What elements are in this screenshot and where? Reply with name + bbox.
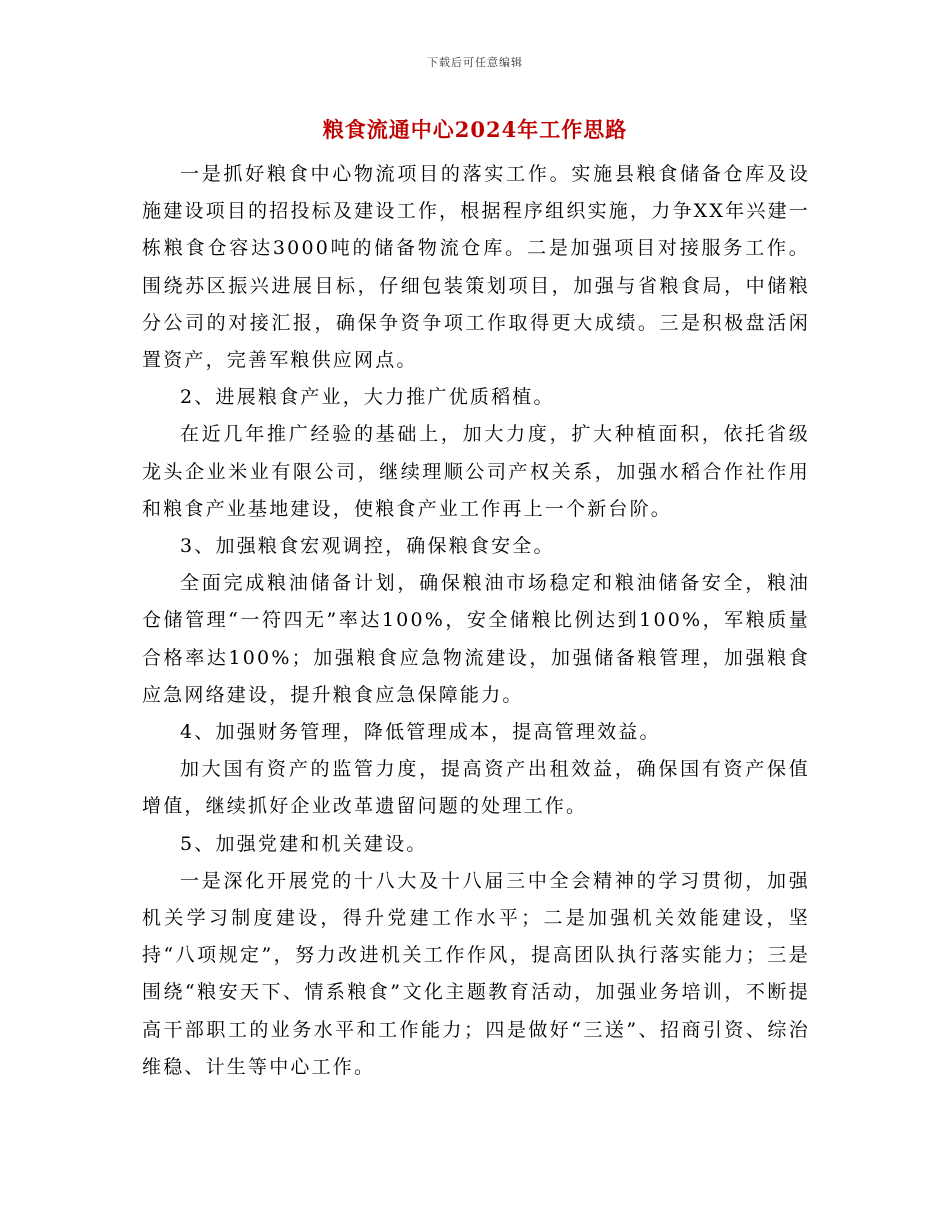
document-body xyxy=(142,156,810,1086)
document-title: 粮食流通中心2024年工作思路 xyxy=(322,117,628,142)
heading-macro-control: 3、加强粮食宏观调控，确保粮食安全。 xyxy=(180,535,555,558)
header-note: 下载后可任意编辑 xyxy=(427,56,523,69)
heading-grain-industry: 2、进展粮食产业，大力推广优质稻植。 xyxy=(180,386,555,409)
heading-party-building: 5、加强党建和机关建设。 xyxy=(180,832,428,855)
paragraph-party-building: 一是深化开展党的十八大及十八届三中全会精神的学习贯彻，加强机关学习制度建设，得升党建工作水平；二是加强机关效能建设，坚持“八项规定”，努力改进机关工作作风，提高团队执行落实能力；三是围绕“粮安天下、情系粮食”文化主题教育活动，加强业务培训，不断提高干部职工的业务水平和工作能力；四是做好“三送”、招商引资、综治维稳、计生等中心工作。 xyxy=(142,869,810,1078)
paragraph-financial-management: 加大国有资产的监管力度，提高资产出租效益，确保国有资产保值增值，继续抓好企业改革遗留问题的处理工作。 xyxy=(142,758,810,818)
heading-financial-management: 4、加强财务管理，降低管理成本，提高管理效益。 xyxy=(180,721,661,744)
paragraph-grain-industry: 在近几年推广经验的基础上，加大力度，扩大种植面积，依托省级龙头企业米业有限公司，继续理顺公司产权关系，加强水稻合作社作用和粮食产业基地建设，使粮食产业工作再上一个新台阶。 xyxy=(142,423,810,520)
paragraph-macro-control: 全面完成粮油储备计划，确保粮油市场稳定和粮油储备安全，粮油仓储管理“一符四无”率达100%，安全储粮比例达到100%，军粮质量合格率达100%；加强粮食应急物流建设，加强储备粮管理，加强粮食应急网络建设，提升粮食应急保障能力。 xyxy=(142,572,810,706)
paragraph-project-implementation: 一是抓好粮食中心物流项目的落实工作。实施县粮食储备仓库及设施建设项目的招投标及建设工作，根据程序组织实施，力争XX年兴建一栋粮食仓容达3000吨的储备物流仓库。二是加强项目对接服务工作。围绕苏区振兴进展目标，仔细包装策划项目，加强与省粮食局，中储粮分公司的对接汇报，确保争资争项工作取得更大成绩。三是积极盘活闲置资产，完善军粮供应网点。 xyxy=(142,163,810,372)
